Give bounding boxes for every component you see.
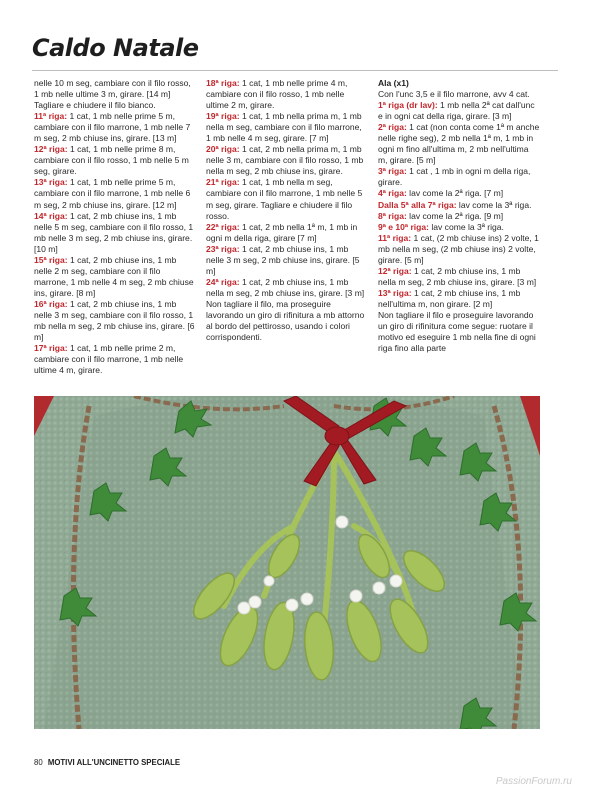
instruction-paragraph	[378, 288, 540, 310]
column-1	[34, 78, 196, 376]
instruction-paragraph	[206, 78, 368, 111]
instruction-text: lav come la 2ª riga. [7 m]	[406, 188, 504, 199]
instruction-paragraph	[34, 211, 196, 255]
instruction-paragraph	[378, 310, 540, 354]
instruction-paragraph	[34, 78, 196, 111]
instruction-text: Non tagliare il filo e proseguire lavorando un giro di rifinitura come segue: ruotare il motivo ed eseguire 1 mb nella fine di ogni riga fino alla parte	[378, 309, 536, 354]
instruction-text: 1 cat, 1 mb nelle prime 8 m, cambiare con il filo rosso, 1 mb nelle 5 m seg, girare.	[34, 144, 189, 177]
instruction-paragraph	[378, 122, 540, 166]
instruction-paragraph	[34, 144, 196, 177]
page-title: Caldo Natale	[32, 34, 199, 62]
instruction-paragraph	[206, 144, 368, 177]
crochet-mistletoe-photo	[34, 396, 540, 729]
instruction-text: 1 cat, 1 mb nelle prime 5 m, cambiare con il filo marrone, 1 mb nelle 7 m seg, 2 mb chiuse ins, girare. [13 m]	[34, 111, 191, 144]
row-label: 12ª riga:	[34, 144, 68, 155]
row-label: 11ª riga:	[34, 111, 68, 122]
instruction-text: 1 cat, 1 mb nelle prime 2 m, cambiare con il filo marrone, 1 mb nelle ultime 4 m, girare.	[34, 343, 184, 376]
instruction-text: lav come la 2ª riga. [9 m]	[406, 210, 504, 221]
row-label: 24ª riga:	[206, 276, 240, 287]
row-label: 8ª riga:	[378, 210, 407, 221]
row-label: 18ª riga:	[206, 78, 240, 88]
instruction-text: 1 cat, (2 mb chiuse ins) 2 volte, 1 mb nella m seg, (2 mb chiuse ins) 2 volte, girare. [5 m]	[378, 232, 539, 265]
instruction-paragraph	[206, 277, 368, 299]
row-label: 17ª riga:	[34, 343, 68, 354]
instruction-text: 1 cat, 2 mb chiuse ins, 1 mb nella m seg, 2 mb chiuse ins, girare. [3 m]	[206, 276, 365, 298]
column-3	[378, 78, 540, 354]
instruction-text: Con l'unc 3,5 e il filo marrone, avv 4 cat.	[378, 89, 530, 100]
page-footer	[34, 758, 180, 767]
instruction-paragraph	[378, 233, 540, 266]
row-label: 11ª riga:	[378, 232, 412, 243]
column-2	[206, 78, 368, 343]
magazine-name: MOTIVI ALL'UNCINETTO SPECIALE	[47, 758, 181, 767]
instruction-paragraph	[34, 255, 196, 299]
instruction-paragraph	[378, 222, 540, 233]
row-label: 13ª riga:	[34, 177, 68, 188]
row-label: 21ª riga:	[206, 177, 240, 188]
row-label: 4ª riga:	[378, 188, 407, 199]
title-divider	[32, 70, 558, 71]
row-label: 12ª riga:	[378, 265, 412, 276]
instruction-text: 1 cat, 1 mb nella prima m, 1 mb nella m seg, cambiare con il filo marrone, 1 mb nelle 4 m seg, girare. [7 m]	[206, 111, 362, 144]
instruction-text: 1 cat , 1 mb in ogni m della riga, girare.	[378, 166, 531, 188]
instruction-text: 1 cat, 2 mb chiuse ins, 1 mb nelle 2 m seg, cambiare con il filo marrone, 1 mb nelle 4 m seg, 2 mb chiuse ins, girare. [8 m]	[34, 254, 194, 298]
instruction-text: 1 mb nella 2ª cat dall'unc e in ogni cat della riga, girare. [3 m]	[378, 100, 535, 122]
instruction-text: 1 cat, 1 mb nella m seg, cambiare con il filo marrone, 1 mb nelle 5 m seg, girare. Tagliare e chiudere il filo rosso.	[206, 177, 363, 221]
instruction-text: 1 cat, 2 mb chiuse ins, 1 mb nelle 5 m seg, cambiare con il filo rosso, 1 mb nelle 3 m seg, 2 mb chiuse ins, girare. [10 m]	[34, 210, 194, 254]
instruction-text: 1 cat, 2 mb chiuse ins, 1 mb nelle 3 m seg, cambiare con il filo rosso, 1 mb nella m seg, 2 mb chiuse ins, girare. [6 m]	[34, 298, 195, 343]
instruction-paragraph	[34, 177, 196, 210]
row-label: 19ª riga:	[206, 111, 240, 122]
row-label: 20ª riga:	[206, 144, 240, 155]
instruction-paragraph	[34, 343, 196, 376]
instruction-columns	[34, 78, 556, 383]
instruction-text: 1 cat (non conta come 1ª m anche nelle righe seg), 2 mb nella 1ª m, 1 mb in ogni m fino all'ultima m, 2 mb nell'ultima m, girare. [5 m]	[378, 122, 540, 166]
instruction-paragraph	[378, 89, 540, 100]
instruction-text: lav come la 3ª riga.	[429, 221, 504, 232]
page-number: 80	[34, 758, 43, 767]
row-label: Dalla 5ª alla 7ª riga:	[378, 199, 457, 210]
instruction-text: 1 cat, 2 mb chiuse ins, 1 mb nell'ultima m, non girare. [2 m]	[378, 287, 521, 309]
section-heading: Ala (x1)	[378, 78, 409, 88]
watermark: PassionForum.ru	[495, 776, 572, 787]
row-label: 13ª riga:	[378, 287, 412, 298]
instruction-paragraph	[34, 299, 196, 343]
instruction-paragraph	[378, 78, 540, 89]
instruction-text: nelle 10 m seg, cambiare con il filo rosso, 1 mb nelle ultime 3 m, girare. [14 m] Tagliare e chiudere il filo bianco.	[34, 78, 191, 111]
instruction-text: 1 cat, 2 mb nella 1ª m, 1 mb in ogni m della riga, girare [7 m]	[206, 221, 358, 243]
row-label: 9ª e 10ª riga:	[378, 221, 429, 232]
row-label: 23ª riga:	[206, 243, 240, 254]
instruction-text: 1 cat, 2 mb chiuse ins, 1 mb nella m seg, 2 mb chiuse ins, girare. [3 m]	[378, 265, 537, 287]
instruction-paragraph	[206, 177, 368, 221]
row-label: 16ª riga:	[34, 298, 68, 309]
instruction-text: 1 cat, 1 mb nelle prime 5 m, cambiare con il filo marrone, 1 mb nelle 6 m seg, 2 mb chiuse ins, girare. [12 m]	[34, 177, 191, 210]
instruction-paragraph	[206, 111, 368, 144]
instruction-text: lav come la 3ª riga.	[456, 199, 532, 210]
instruction-paragraph	[378, 100, 540, 122]
instruction-paragraph	[378, 188, 540, 199]
instruction-text: 1 cat, 2 mb nella prima m, 1 mb nelle 3 m, cambiare con il filo rosso, 1 mb nella m seg, 2 mb chiuse ins, girare.	[206, 144, 364, 177]
instruction-paragraph	[206, 299, 368, 343]
instruction-paragraph	[34, 111, 196, 144]
row-label: 1ª riga (dr lav):	[378, 100, 438, 111]
row-label: 15ª riga:	[34, 254, 68, 265]
row-label: 14ª riga:	[34, 210, 68, 221]
instruction-paragraph	[206, 222, 368, 244]
row-label: 22ª riga:	[206, 221, 240, 232]
instruction-paragraph	[378, 166, 540, 188]
instruction-paragraph	[378, 200, 540, 211]
instruction-text: 1 cat, 1 mb nelle prime 4 m, cambiare con il filo rosso, 1 mb nelle ultime 2 m, girare.	[206, 78, 348, 111]
row-label: 2ª riga:	[378, 122, 407, 133]
instruction-paragraph	[378, 211, 540, 222]
instruction-text: Non tagliare il filo, ma proseguire lavorando un giro di rifinitura a mb attorno al bordo del pettirosso, usando i colori corrispondenti.	[206, 298, 365, 343]
instruction-paragraph	[378, 266, 540, 288]
instruction-paragraph	[206, 244, 368, 277]
instruction-text: 1 cat, 2 mb chiuse ins, 1 mb nelle 3 m seg, 2 mb chiuse ins, girare. [5 m]	[206, 243, 360, 276]
row-label: 3ª riga:	[378, 166, 407, 177]
